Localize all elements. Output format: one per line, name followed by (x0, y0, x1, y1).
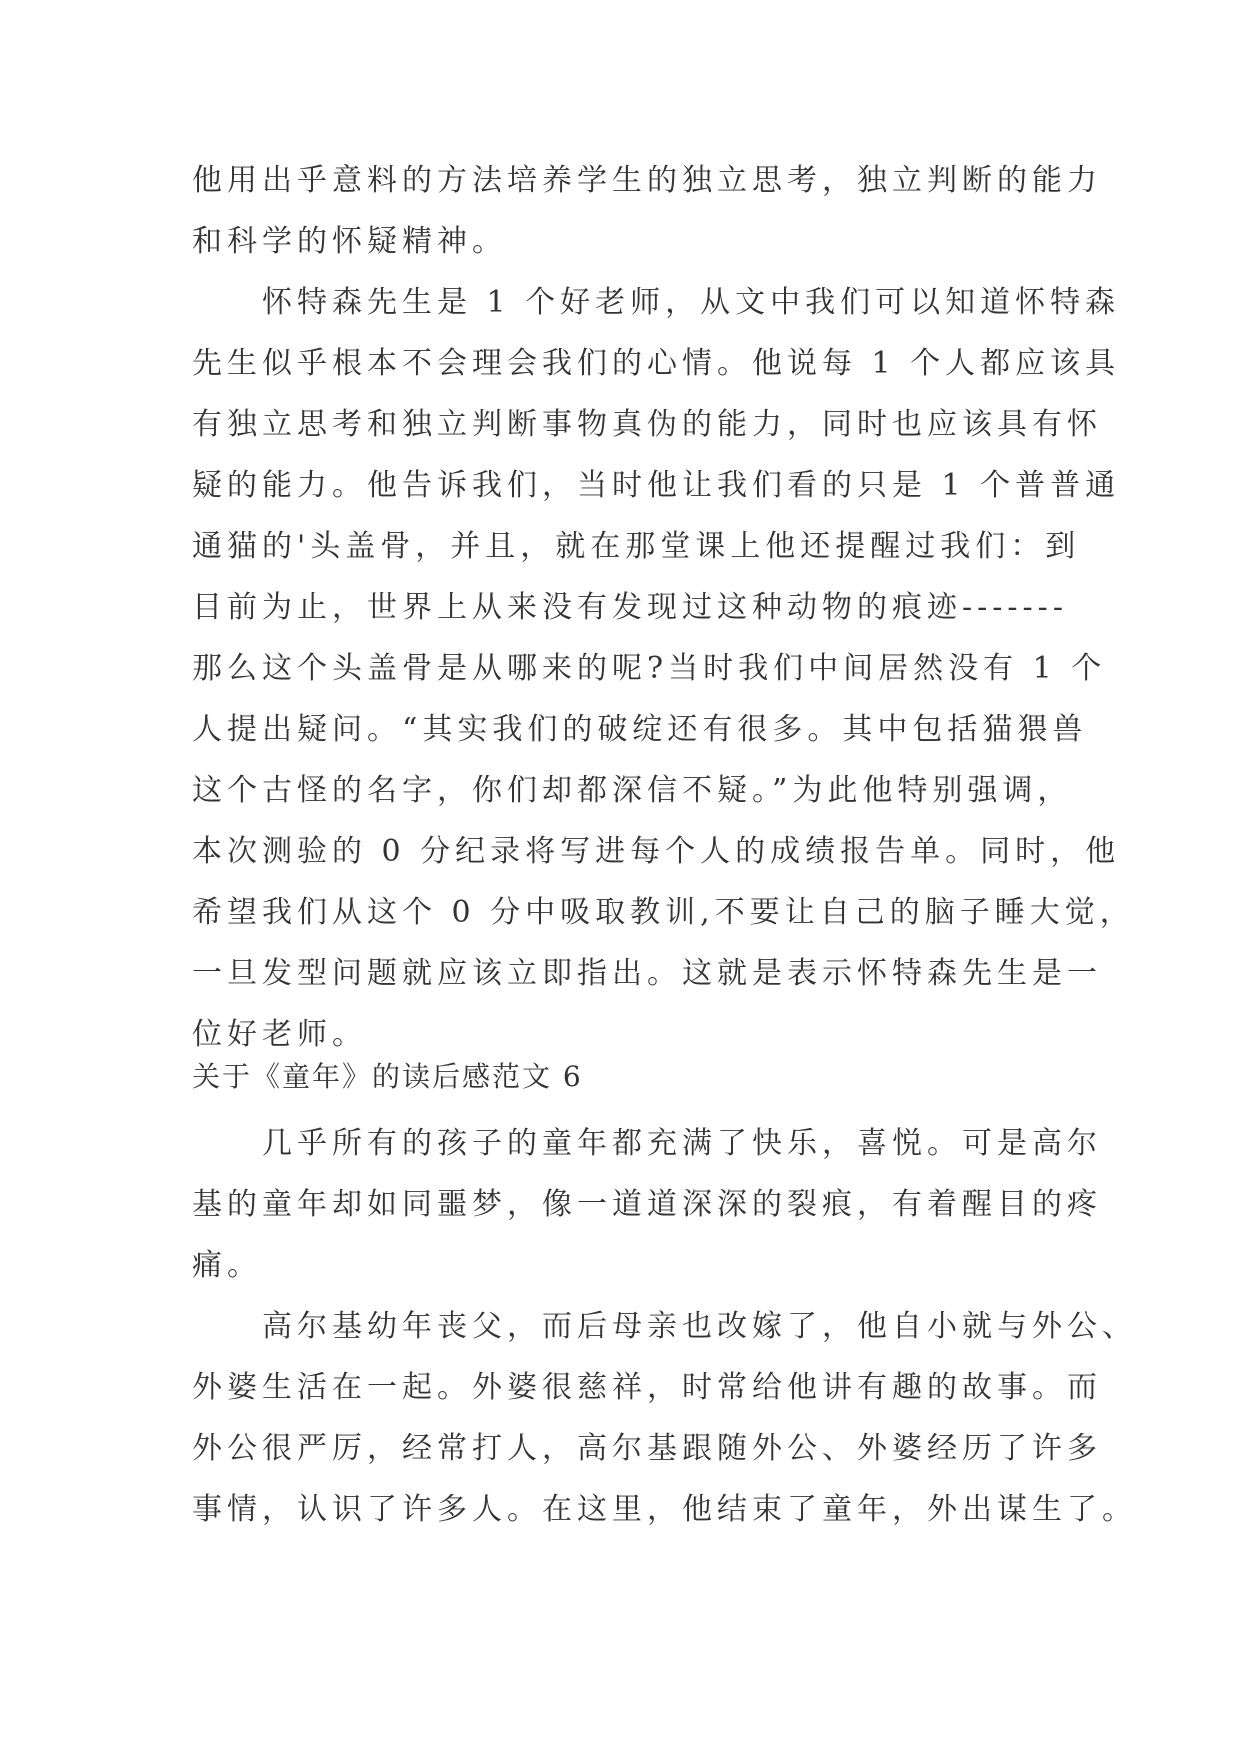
paragraph-line: 那么这个头盖骨是从哪来的呢?当时我们中间居然没有 1 个 (192, 651, 1107, 686)
paragraph-line: 通猫的'头盖骨，并且，就在那堂课上他还提醒过我们：到 (192, 529, 1081, 564)
paragraph-line: 事情，认识了许多人。在这里，他结束了童年，外出谋生了。 (192, 1492, 1137, 1527)
paragraph-line: 他用出乎意料的方法培养学生的独立思考，独立判断的能力 (192, 163, 1102, 198)
paragraph-line: 外婆生活在一起。外婆很慈祥，时常给他讲有趣的故事。而 (192, 1370, 1102, 1405)
paragraph-line: 外公很严厉，经常打人，高尔基跟随外公、外婆经历了许多 (192, 1431, 1102, 1466)
paragraph-line: 和科学的怀疑精神。 (192, 224, 507, 259)
section-heading: 关于《童年》的读后感范文 6 (192, 1060, 583, 1093)
paragraph-line: 有独立思考和独立判断事物真伪的能力，同时也应该具有怀 (192, 407, 1102, 442)
paragraph-line: 希望我们从这个 0 分中吸取教训,不要让自己的脑子睡大觉， (192, 895, 1135, 930)
paragraph-line: 人提出疑问。“其实我们的破绽还有很多。其中包括猫猥兽 (192, 712, 1088, 747)
paragraph-line: 怀特森先生是 1 个好老师，从文中我们可以知道怀特森 (192, 285, 1121, 320)
paragraph-line: 疑的能力。他告诉我们，当时他让我们看的只是 1 个普普通 (192, 468, 1121, 503)
paragraph-line: 痛。 (192, 1248, 262, 1283)
paragraph-line: 一旦发型问题就应该立即指出。这就是表示怀特森先生是一 (192, 956, 1102, 991)
paragraph-line: 几乎所有的孩子的童年都充满了快乐，喜悦。可是高尔 (192, 1126, 1102, 1161)
paragraph-line: 基的童年却如同噩梦，像一道道深深的裂痕，有着醒目的疼 (192, 1187, 1102, 1222)
paragraph-line: 本次测验的 0 分纪录将写进每个人的成绩报告单。同时，他 (192, 834, 1121, 869)
paragraph-line: 目前为止，世界上从来没有发现过这种动物的痕迹------- (192, 590, 1068, 625)
paragraph-line: 高尔基幼年丧父，而后母亲也改嫁了，他自小就与外公、 (192, 1309, 1137, 1344)
essay-section-1 (192, 150, 1135, 1065)
paragraph-line: 位好老师。 (192, 1017, 367, 1052)
essay-section-2 (192, 1113, 1137, 1540)
paragraph-line: 这个古怪的名字，你们却都深信不疑。”为此他特别强调， (192, 773, 1073, 808)
paragraph-line: 先生似乎根本不会理会我们的心情。他说每 1 个人都应该具 (192, 346, 1121, 381)
